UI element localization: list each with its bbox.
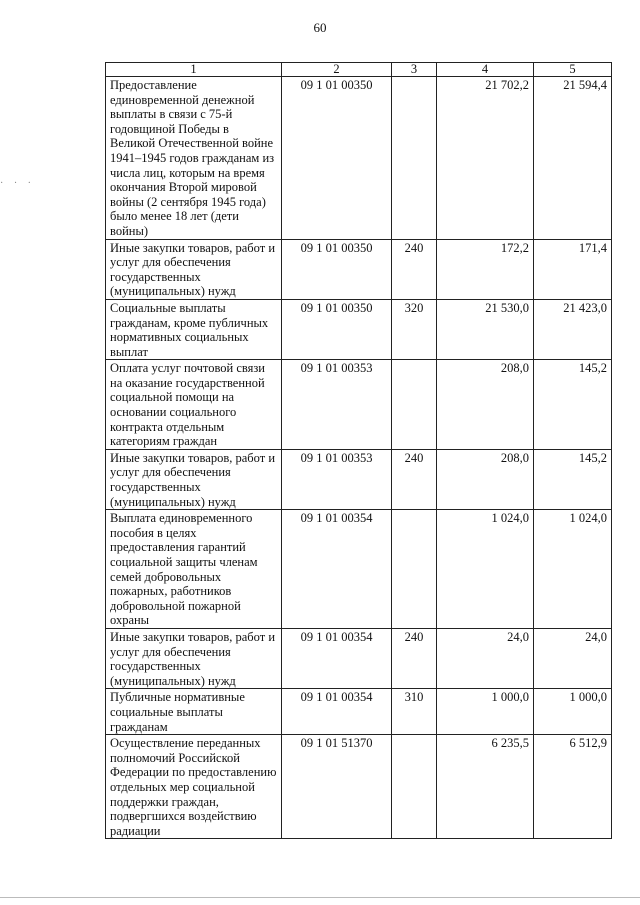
row-name: Социальные выплаты гражданам, кроме публичных нормативных социальных выплат — [106, 299, 282, 359]
row-value-2: 1 000,0 — [534, 689, 612, 735]
table-row — [106, 689, 612, 735]
row-name: Публичные нормативные социальные выплаты гражданам — [106, 689, 282, 735]
row-name: Осуществление переданных полномочий Российской Федерации по предоставлению отдельных мер социальной поддержки граждан, подвергшихся воздействию радиации — [106, 735, 282, 839]
row-value-2: 171,4 — [534, 239, 612, 299]
row-value-1: 6 235,5 — [437, 735, 534, 839]
table-row — [106, 299, 612, 359]
table-row — [106, 239, 612, 299]
header-row — [106, 63, 612, 77]
row-code: 09 1 01 00350 — [282, 239, 392, 299]
header-col-3: 3 — [392, 63, 437, 77]
table-row — [106, 77, 612, 240]
row-value-1: 208,0 — [437, 449, 534, 509]
row-code: 09 1 01 00350 — [282, 299, 392, 359]
row-name: Иные закупки товаров, работ и услуг для обеспечения государственных (муниципальных) нужд — [106, 449, 282, 509]
row-value-2: 145,2 — [534, 449, 612, 509]
row-code: 09 1 01 00354 — [282, 628, 392, 688]
table-body — [106, 77, 612, 839]
table-row — [106, 449, 612, 509]
row-value-1: 1 000,0 — [437, 689, 534, 735]
table-header — [106, 63, 612, 77]
table-row — [106, 510, 612, 629]
header-col-5: 5 — [534, 63, 612, 77]
header-col-4: 4 — [437, 63, 534, 77]
scan-artifact-dots: · · · — [0, 178, 35, 189]
row-code: 09 1 01 00350 — [282, 77, 392, 240]
table-row — [106, 628, 612, 688]
row-value-1: 21 702,2 — [437, 77, 534, 240]
row-name: Предоставление единовременной денежной выплаты в связи с 75-й годовщиной Победы в Великой Отечественной войне 1941–1945 годов гражданам из числа лиц, которым на время окончания Второй мировой войны (2 сентября 1945 года) было менее 18 лет (дети войны) — [106, 77, 282, 240]
row-value-2: 6 512,9 — [534, 735, 612, 839]
row-code: 09 1 01 00354 — [282, 510, 392, 629]
page-bottom-edge — [0, 897, 640, 898]
row-type: 240 — [392, 449, 437, 509]
table-row — [106, 360, 612, 450]
row-value-1: 208,0 — [437, 360, 534, 450]
row-name: Оплата услуг почтовой связи на оказание государственной социальной помощи на основании социального контракта отдельным категориям граждан — [106, 360, 282, 450]
row-type: 320 — [392, 299, 437, 359]
row-name: Иные закупки товаров, работ и услуг для обеспечения государственных (муниципальных) нужд — [106, 239, 282, 299]
header-col-2: 2 — [282, 63, 392, 77]
row-code: 09 1 01 00353 — [282, 449, 392, 509]
row-code: 09 1 01 00353 — [282, 360, 392, 450]
row-code: 09 1 01 51370 — [282, 735, 392, 839]
row-value-2: 24,0 — [534, 628, 612, 688]
row-type — [392, 77, 437, 240]
row-type — [392, 510, 437, 629]
row-value-2: 1 024,0 — [534, 510, 612, 629]
row-name: Иные закупки товаров, работ и услуг для обеспечения государственных (муниципальных) нужд — [106, 628, 282, 688]
row-value-1: 21 530,0 — [437, 299, 534, 359]
row-type — [392, 360, 437, 450]
row-type: 310 — [392, 689, 437, 735]
table-row — [106, 735, 612, 839]
row-type: 240 — [392, 239, 437, 299]
header-col-1: 1 — [106, 63, 282, 77]
page-number: 60 — [313, 20, 327, 35]
row-value-1: 172,2 — [437, 239, 534, 299]
row-value-1: 24,0 — [437, 628, 534, 688]
row-name: Выплата единовременного пособия в целях предоставления гарантий социальной защиты членам семей добровольных пожарных, работников добровольной пожарной охраны — [106, 510, 282, 629]
budget-table — [105, 62, 612, 839]
row-value-2: 145,2 — [534, 360, 612, 450]
row-type — [392, 735, 437, 839]
row-value-2: 21 423,0 — [534, 299, 612, 359]
row-value-1: 1 024,0 — [437, 510, 534, 629]
row-value-2: 21 594,4 — [534, 77, 612, 240]
row-code: 09 1 01 00354 — [282, 689, 392, 735]
row-type: 240 — [392, 628, 437, 688]
